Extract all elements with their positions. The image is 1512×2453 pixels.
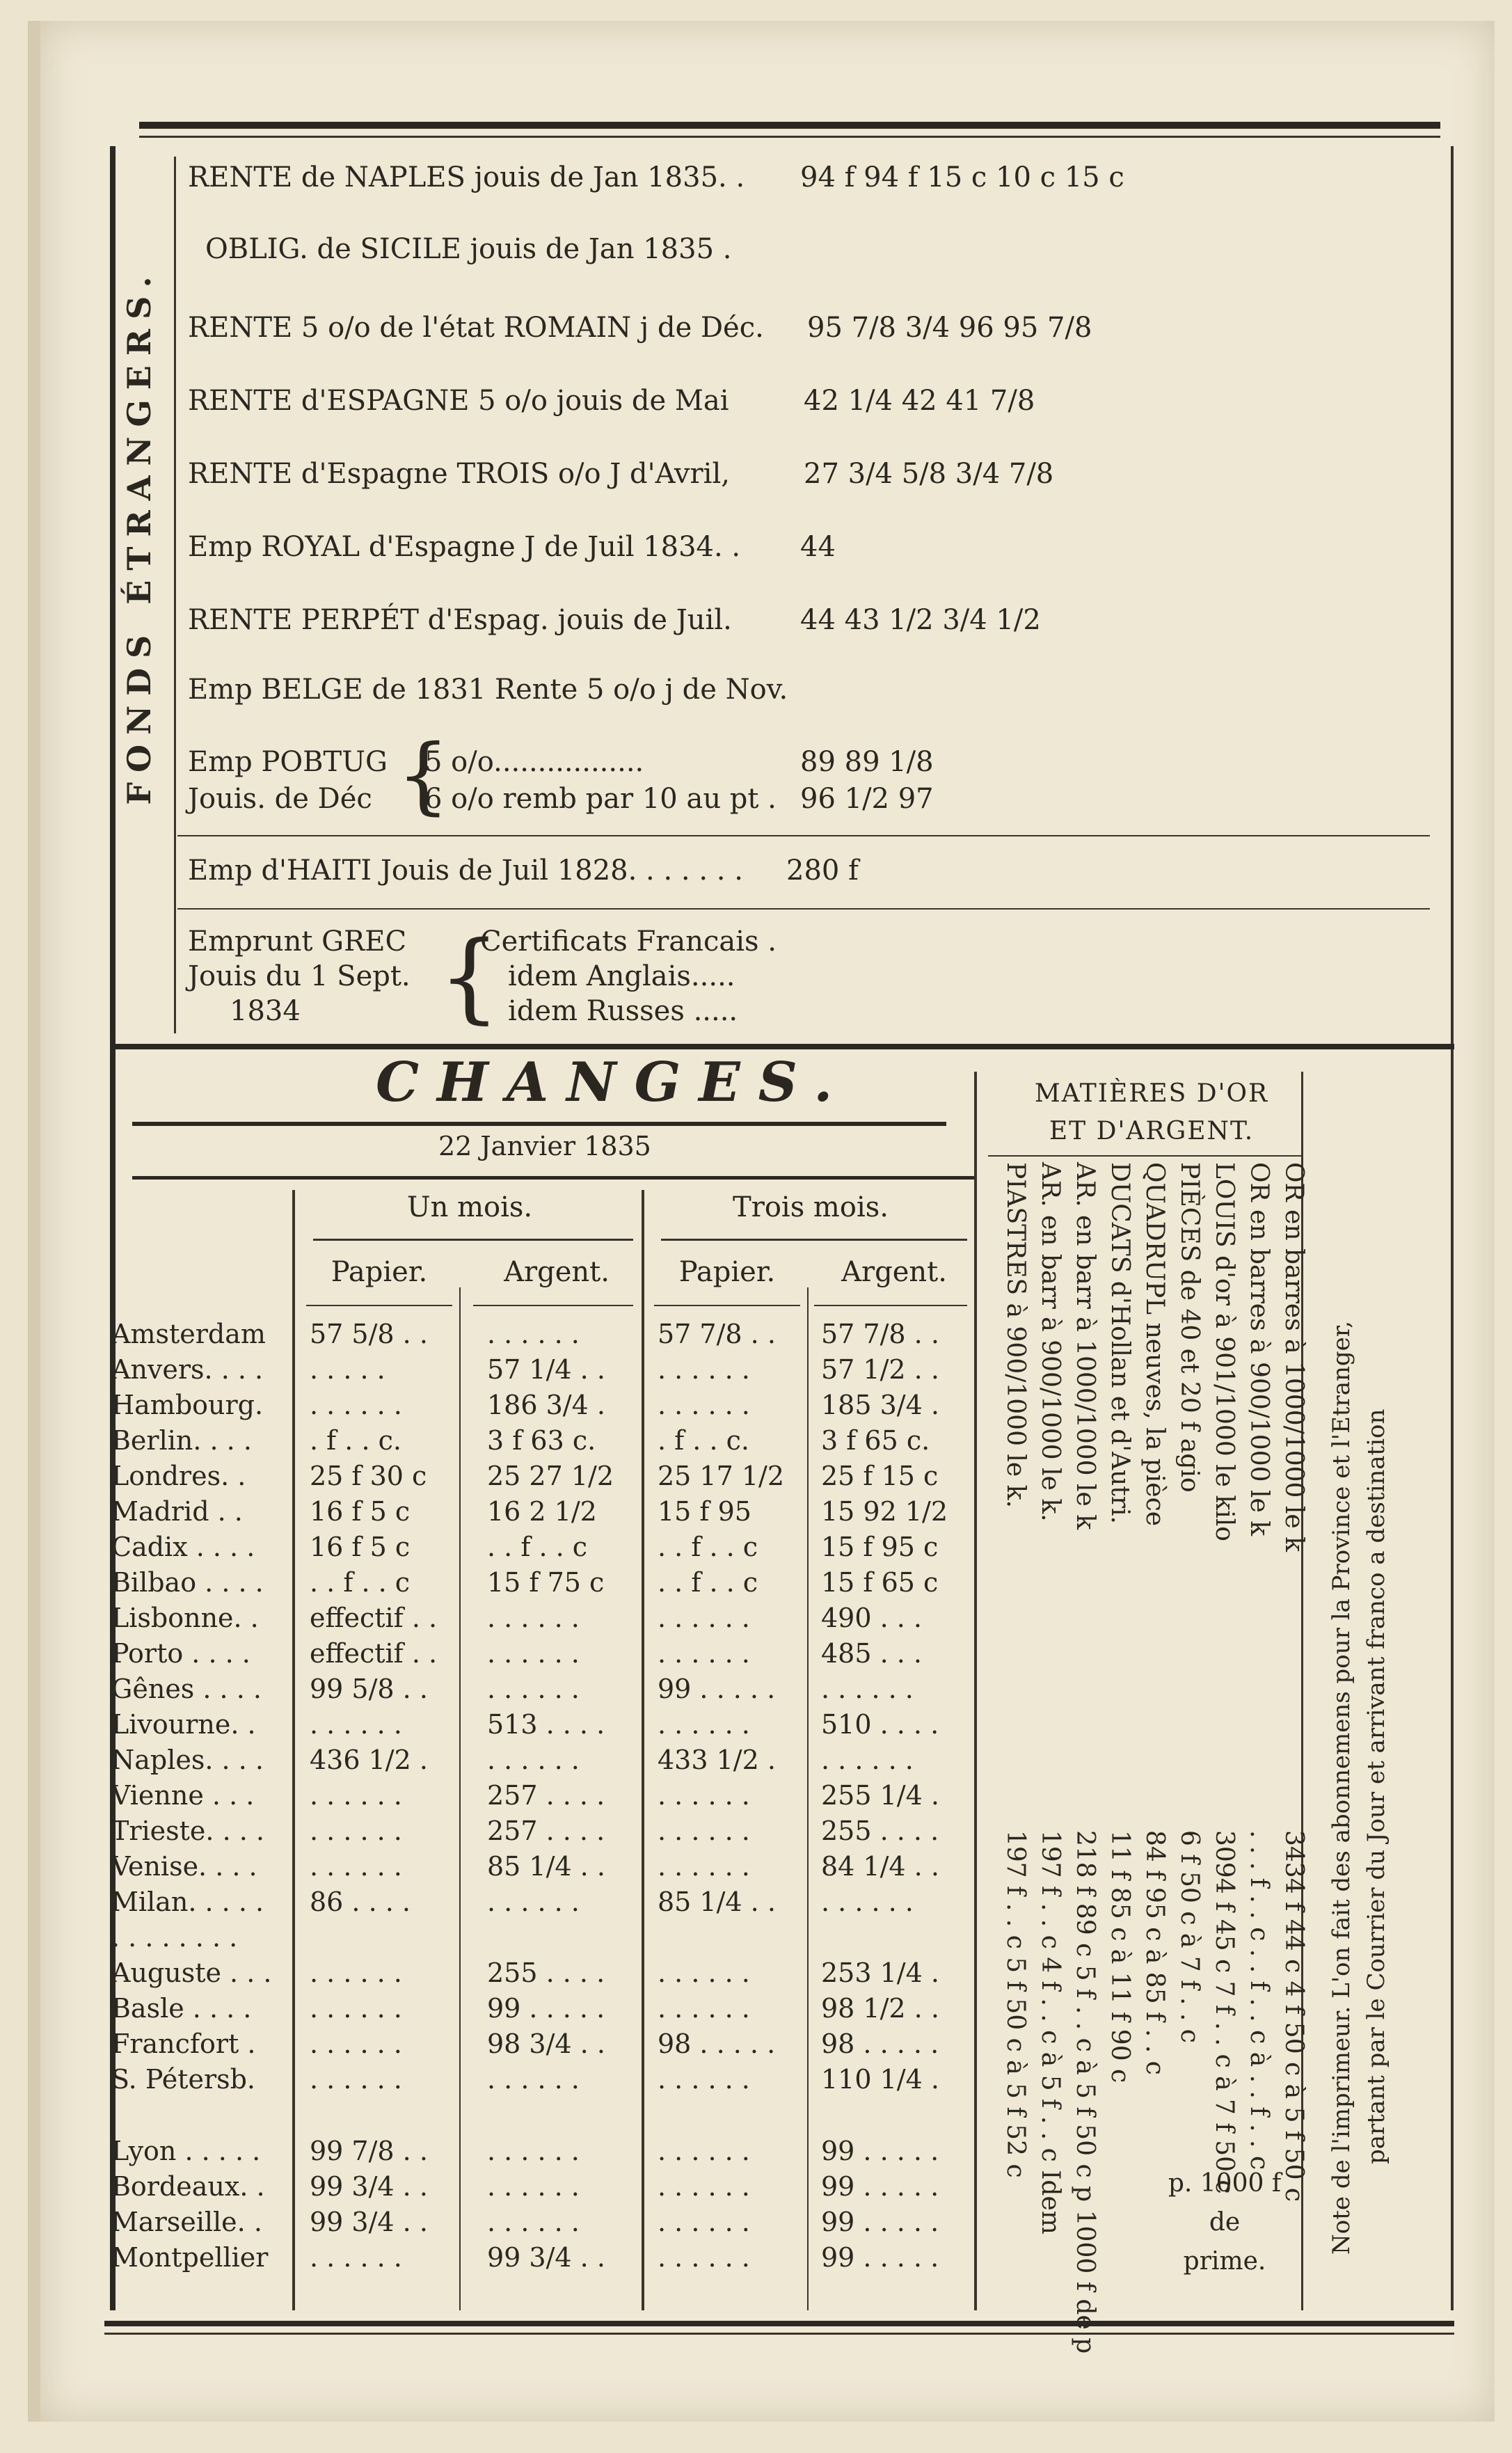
rate-cell: 57 5/8 . . <box>310 1319 428 1349</box>
rate-cell: . . . . . . <box>487 2064 580 2095</box>
matiere-value: 197 f . . c 5 f 50 c à 5 f 52 c <box>1001 1830 1030 2178</box>
right-frame <box>1451 146 1454 2310</box>
matiere-value: 197 f . . c 4 f . . c à 5 f . . c Idem <box>1036 1830 1065 2234</box>
rate-cell: 15 f 65 c <box>821 1567 939 1598</box>
rate-cell: 490 . . . <box>821 1603 923 1633</box>
rate-cell: 15 f 95 <box>658 1496 751 1527</box>
rate-cell: 98 . . . . . <box>821 2029 939 2059</box>
rate-cell: 185 3/4 . <box>821 1390 939 1420</box>
matiere-line <box>1140 1162 1169 2075</box>
rate-cell: . . . . . . <box>310 1709 402 1740</box>
rate-cell: . . . . . . <box>487 2171 580 2202</box>
rate-cell: 99 . . . . . <box>487 1993 605 2024</box>
rate-cell: 15 f 95 c <box>821 1532 939 1562</box>
table-subcol-rule <box>459 1287 461 2310</box>
rate-cell: 99 3/4 . . <box>310 2207 428 2237</box>
rate-cell: . . . . . . <box>487 1745 580 1775</box>
city-name: Auguste . . . <box>111 1958 272 1988</box>
rate-cell: 186 3/4 . <box>487 1390 605 1420</box>
city-name: Bilbao . . . . <box>111 1567 264 1598</box>
rate-cell: . . . . . . <box>658 2242 750 2273</box>
rate-cell: 25 27 1/2 <box>487 1461 614 1491</box>
matiere-value: 3094 f 45 c 7 f . . c à 7 f 50 c <box>1210 1830 1239 2194</box>
rate-cell: 57 7/8 . . <box>658 1319 776 1349</box>
changes-top-border <box>111 1044 1454 1049</box>
rate-cell: . . . . . . <box>658 1603 750 1633</box>
rate-cell: . . . . . . <box>658 1390 750 1420</box>
rate-cell: . . . . . . <box>310 1816 402 1846</box>
top-border <box>139 122 1440 129</box>
matiere-label: OR en barres à 900/1000 le k <box>1245 1162 1273 1537</box>
matiere-value: 3434 f 44 c 4 f 50 c à 5 f 50 c <box>1280 1830 1308 2202</box>
rate-cell: 257 . . . . <box>487 1780 605 1811</box>
rate-cell: . f . . c. <box>658 1425 749 1456</box>
rate-cell: 513 . . . . <box>487 1709 605 1740</box>
rate-cell: . . . . . . <box>658 1354 750 1385</box>
matieres-rule <box>988 1155 1301 1157</box>
rate-cell: 15 f 75 c <box>487 1567 605 1598</box>
head-papier-1: Papier. <box>331 1256 428 1288</box>
rate-cell: 110 1/4 . <box>821 2064 939 2095</box>
date-rule <box>132 1176 974 1180</box>
rate-cell: . . . . . . <box>310 2242 402 2273</box>
bottom-border-thin <box>104 2333 1454 2335</box>
head-argent-2: Argent. <box>841 1256 947 1288</box>
rate-cell: 253 1/4 . <box>821 1958 939 1988</box>
rate-cell: 433 1/2 . <box>658 1745 776 1775</box>
rate-cell: . . . . . . <box>487 1887 580 1917</box>
matiere-label: DUCATS d'Hollan et d'Autri. <box>1106 1162 1134 1524</box>
grec-divider <box>177 908 1430 910</box>
rate-cell: 255 . . . . <box>821 1816 939 1846</box>
side-note <box>1322 1044 1399 2269</box>
rate-cell: . . . . . . <box>310 2064 402 2095</box>
rate-cell: 85 1/4 . . <box>487 1851 605 1882</box>
city-name: Montpellier <box>111 2242 269 2273</box>
rate-cell: . . . . . . <box>658 1851 750 1882</box>
head-rule <box>306 1305 452 1306</box>
rate-cell: 3 f 65 c. <box>821 1425 930 1456</box>
city-name: Milan. . . . . <box>111 1887 264 1917</box>
rate-cell: 510 . . . . <box>821 1709 939 1740</box>
rate-cell: . . . . . . <box>821 1887 914 1917</box>
rate-cell: 3 f 63 c. <box>487 1425 596 1456</box>
rate-cell: . . . . . . <box>310 1851 402 1882</box>
rate-cell: . . . . . . <box>310 1993 402 2024</box>
head-brace-trois <box>661 1239 967 1241</box>
rate-cell: 99 3/4 . . <box>310 2171 428 2202</box>
rate-cell: . . . . . . <box>658 1993 750 2024</box>
rate-cell: . . . . . . <box>658 2171 750 2202</box>
rate-cell: 485 . . . <box>821 1638 923 1669</box>
head-un-mois: Un mois. <box>406 1191 533 1223</box>
head-trois-mois: Trois mois. <box>733 1191 889 1223</box>
matiere-line <box>1106 1162 1134 2083</box>
city-name: Naples. . . . <box>111 1745 264 1775</box>
rate-cell: 99 5/8 . . <box>310 1674 428 1704</box>
city-name: Madrid . . <box>111 1496 243 1527</box>
matiere-line <box>1071 1162 1099 2354</box>
rate-cell: 99 . . . . . <box>821 2207 939 2237</box>
rate-cell: 25 17 1/2 <box>658 1461 785 1491</box>
matiere-label: AR. en barr à 1000/1000 le k <box>1071 1162 1099 1530</box>
fonds-etrangers-title: FONDS ÉTRANGERS. <box>120 267 158 805</box>
rate-cell: 84 1/4 . . <box>821 1851 939 1882</box>
rate-cell: 85 1/4 . . <box>658 1887 776 1917</box>
rate-cell: 99 . . . . . <box>821 2242 939 2273</box>
rate-cell: . . f . . c <box>310 1567 411 1598</box>
rate-cell: . . . . . . <box>487 1638 580 1669</box>
head-rule <box>814 1305 967 1306</box>
matiere-line <box>1175 1162 1204 2043</box>
table-subcol-rule <box>807 1287 809 2310</box>
rate-cell: 255 . . . . <box>487 1958 605 1988</box>
rate-cell: 99 . . . . . <box>821 2136 939 2166</box>
city-name: Londres. . <box>111 1461 246 1491</box>
city-name: Venise. . . . <box>111 1851 257 1882</box>
city-name: Gênes . . . . <box>111 1674 262 1704</box>
city-name: Hambourg. <box>111 1390 264 1420</box>
rate-cell: . f . . c. <box>310 1425 401 1456</box>
rate-cell: . . . . . . <box>487 2207 580 2237</box>
rate-cell: effectif . . <box>310 1638 438 1669</box>
rate-cell: . . . . . . <box>487 1674 580 1704</box>
rate-cell: 15 92 1/2 <box>821 1496 948 1527</box>
rate-cell: 25 f 15 c <box>821 1461 939 1491</box>
rate-cell: 57 7/8 . . <box>821 1319 939 1349</box>
matiere-line <box>1001 1162 1030 2178</box>
city-name: . . . . . . . . <box>111 1922 238 1953</box>
rate-cell: . . . . . . <box>658 1780 750 1811</box>
city-name: Cadix . . . . <box>111 1532 255 1562</box>
rate-cell: . . . . . . <box>310 2029 402 2059</box>
rate-cell: . . . . . . <box>310 1958 402 1988</box>
matiere-value: 84 f 95 c à 85 f . . c <box>1140 1830 1169 2075</box>
city-name: Lisbonne. . <box>111 1603 259 1633</box>
city-name: Lyon . . . . . <box>111 2136 261 2166</box>
changes-date: 22 Janvier 1835 <box>438 1131 651 1161</box>
grec-brace: { <box>438 921 501 1034</box>
rate-cell: 16 f 5 c <box>310 1532 411 1562</box>
city-name: Marseille. . <box>111 2207 262 2237</box>
rate-cell: . . . . . <box>310 1354 385 1385</box>
city-name: Anvers. . . . <box>111 1354 264 1385</box>
head-papier-2: Papier. <box>678 1256 776 1288</box>
rate-cell: . . . . . . <box>487 2136 580 2166</box>
city-name: Bordeaux. . <box>111 2171 265 2202</box>
rate-cell: 99 . . . . . <box>821 2171 939 2202</box>
rate-cell: . . . . . . <box>658 1958 750 1988</box>
rate-cell: . . f . . c <box>658 1532 758 1562</box>
rate-cell: 16 2 1/2 <box>487 1496 597 1527</box>
rate-cell: . . f . . c <box>658 1567 758 1598</box>
rate-cell: effectif . . <box>310 1603 438 1633</box>
matiere-label: QUADRUPL neuves, la pièce <box>1140 1162 1169 1527</box>
rate-cell: . . . . . . <box>821 1674 914 1704</box>
rate-cell: 25 f 30 c <box>310 1461 427 1491</box>
city-name: Francfort . <box>111 2029 256 2059</box>
rate-cell: 99 . . . . . <box>658 1674 776 1704</box>
rate-cell: . . . . . . <box>487 1603 580 1633</box>
rate-cell: 86 . . . . <box>310 1887 411 1917</box>
city-name: Livourne. . <box>111 1709 256 1740</box>
portug-brace: { <box>397 727 450 824</box>
rate-cell: 436 1/2 . <box>310 1745 428 1775</box>
rate-cell: 57 1/4 . . <box>487 1354 605 1385</box>
bottom-border <box>104 2321 1454 2326</box>
city-name: Porto . . . . <box>111 1638 250 1669</box>
city-name: Trieste. . . . <box>111 1816 264 1846</box>
top-border-thin <box>139 136 1440 138</box>
head-rule <box>473 1305 633 1306</box>
matiere-line <box>1245 1162 1273 2170</box>
rate-cell: . . f . . c <box>487 1532 588 1562</box>
rate-cell: . . . . . . <box>821 1745 914 1775</box>
rate-cell: 99 7/8 . . <box>310 2136 428 2166</box>
head-rule <box>654 1305 800 1306</box>
rate-cell: . . . . . . <box>658 1638 750 1669</box>
matiere-label: LOUIS d'or à 901/1000 le kilo <box>1210 1162 1239 1541</box>
rate-cell: . . . . . . <box>658 2207 750 2237</box>
city-name: Berlin. . . . <box>111 1425 252 1456</box>
rate-cell: . . . . . . <box>310 1390 402 1420</box>
matiere-line <box>1210 1162 1239 2194</box>
fonds-divider <box>174 157 176 1033</box>
rate-cell: 98 . . . . . <box>658 2029 776 2059</box>
city-name: Amsterdam <box>111 1319 266 1349</box>
rate-cell: 98 1/2 . . <box>821 1993 939 2024</box>
rate-cell: 57 1/2 . . <box>821 1354 939 1385</box>
rate-cell: . . . . . . <box>658 1816 750 1846</box>
matiere-label: AR. en barr à 900/1000 le k. <box>1036 1162 1065 1522</box>
haiti-divider <box>177 835 1430 836</box>
matiere-label: OR en barres à 1000/1000 le k <box>1280 1162 1308 1552</box>
head-argent-1: Argent. <box>504 1256 610 1288</box>
matiere-label: PIÈCES de 40 et 20 f agio <box>1175 1162 1204 1493</box>
rate-cell: 257 . . . . <box>487 1816 605 1846</box>
side-note-line: Note de l'imprimeur. L'on fait des abonnemens pour la Province et l'Etranger, <box>1328 1320 1355 2255</box>
rate-cell: . . . . . . <box>658 2136 750 2166</box>
table-col-rule <box>974 1072 977 2310</box>
matiere-line <box>1036 1162 1065 2234</box>
rate-cell: 99 3/4 . . <box>487 2242 605 2273</box>
matiere-line <box>1280 1162 1308 2202</box>
rate-cell: 16 f 5 c <box>310 1496 411 1527</box>
rate-cell: . . . . . . <box>487 1319 580 1349</box>
rate-cell: 98 3/4 . . <box>487 2029 605 2059</box>
matiere-value: 6 f 50 c à 7 f . . c <box>1175 1830 1204 2043</box>
matieres-prime: p. 1000 f de prime. <box>1168 2169 1282 2276</box>
matiere-label: PIASTRES à 900/1000 le k. <box>1001 1162 1030 1508</box>
matiere-value: 11 f 85 c à 11 f 90 c <box>1106 1830 1134 2083</box>
city-name: Basle . . . . <box>111 1993 252 2024</box>
rate-cell: 255 1/4 . <box>821 1780 939 1811</box>
matiere-value: 218 f 89 c 5 f . . c à 5 f 50 c p 1000 f de p <box>1071 1830 1099 2354</box>
city-name: Vienne . . . <box>111 1780 255 1811</box>
changes-title: CHANGES. <box>376 1051 851 1114</box>
table-col-rule <box>642 1190 644 2310</box>
side-note-line: partant par le Courrier du Jour et arrivant franco a destination <box>1362 1408 1390 2164</box>
matieres-title: MATIÈRES D'OR ET D'ARGENT. <box>1034 1079 1269 1145</box>
city-name: S. Pétersb. <box>111 2064 256 2095</box>
rate-cell: . . . . . . <box>310 1780 402 1811</box>
rate-cell: . . . . . . <box>658 2064 750 2095</box>
matiere-value: . . . f . . c . . f . . c à . . f . . c <box>1245 1830 1273 2170</box>
rate-cell: . . . . . . <box>658 1709 750 1740</box>
table-col-rule <box>292 1190 295 2310</box>
changes-title-rule <box>132 1122 946 1126</box>
head-brace-un <box>313 1239 633 1241</box>
